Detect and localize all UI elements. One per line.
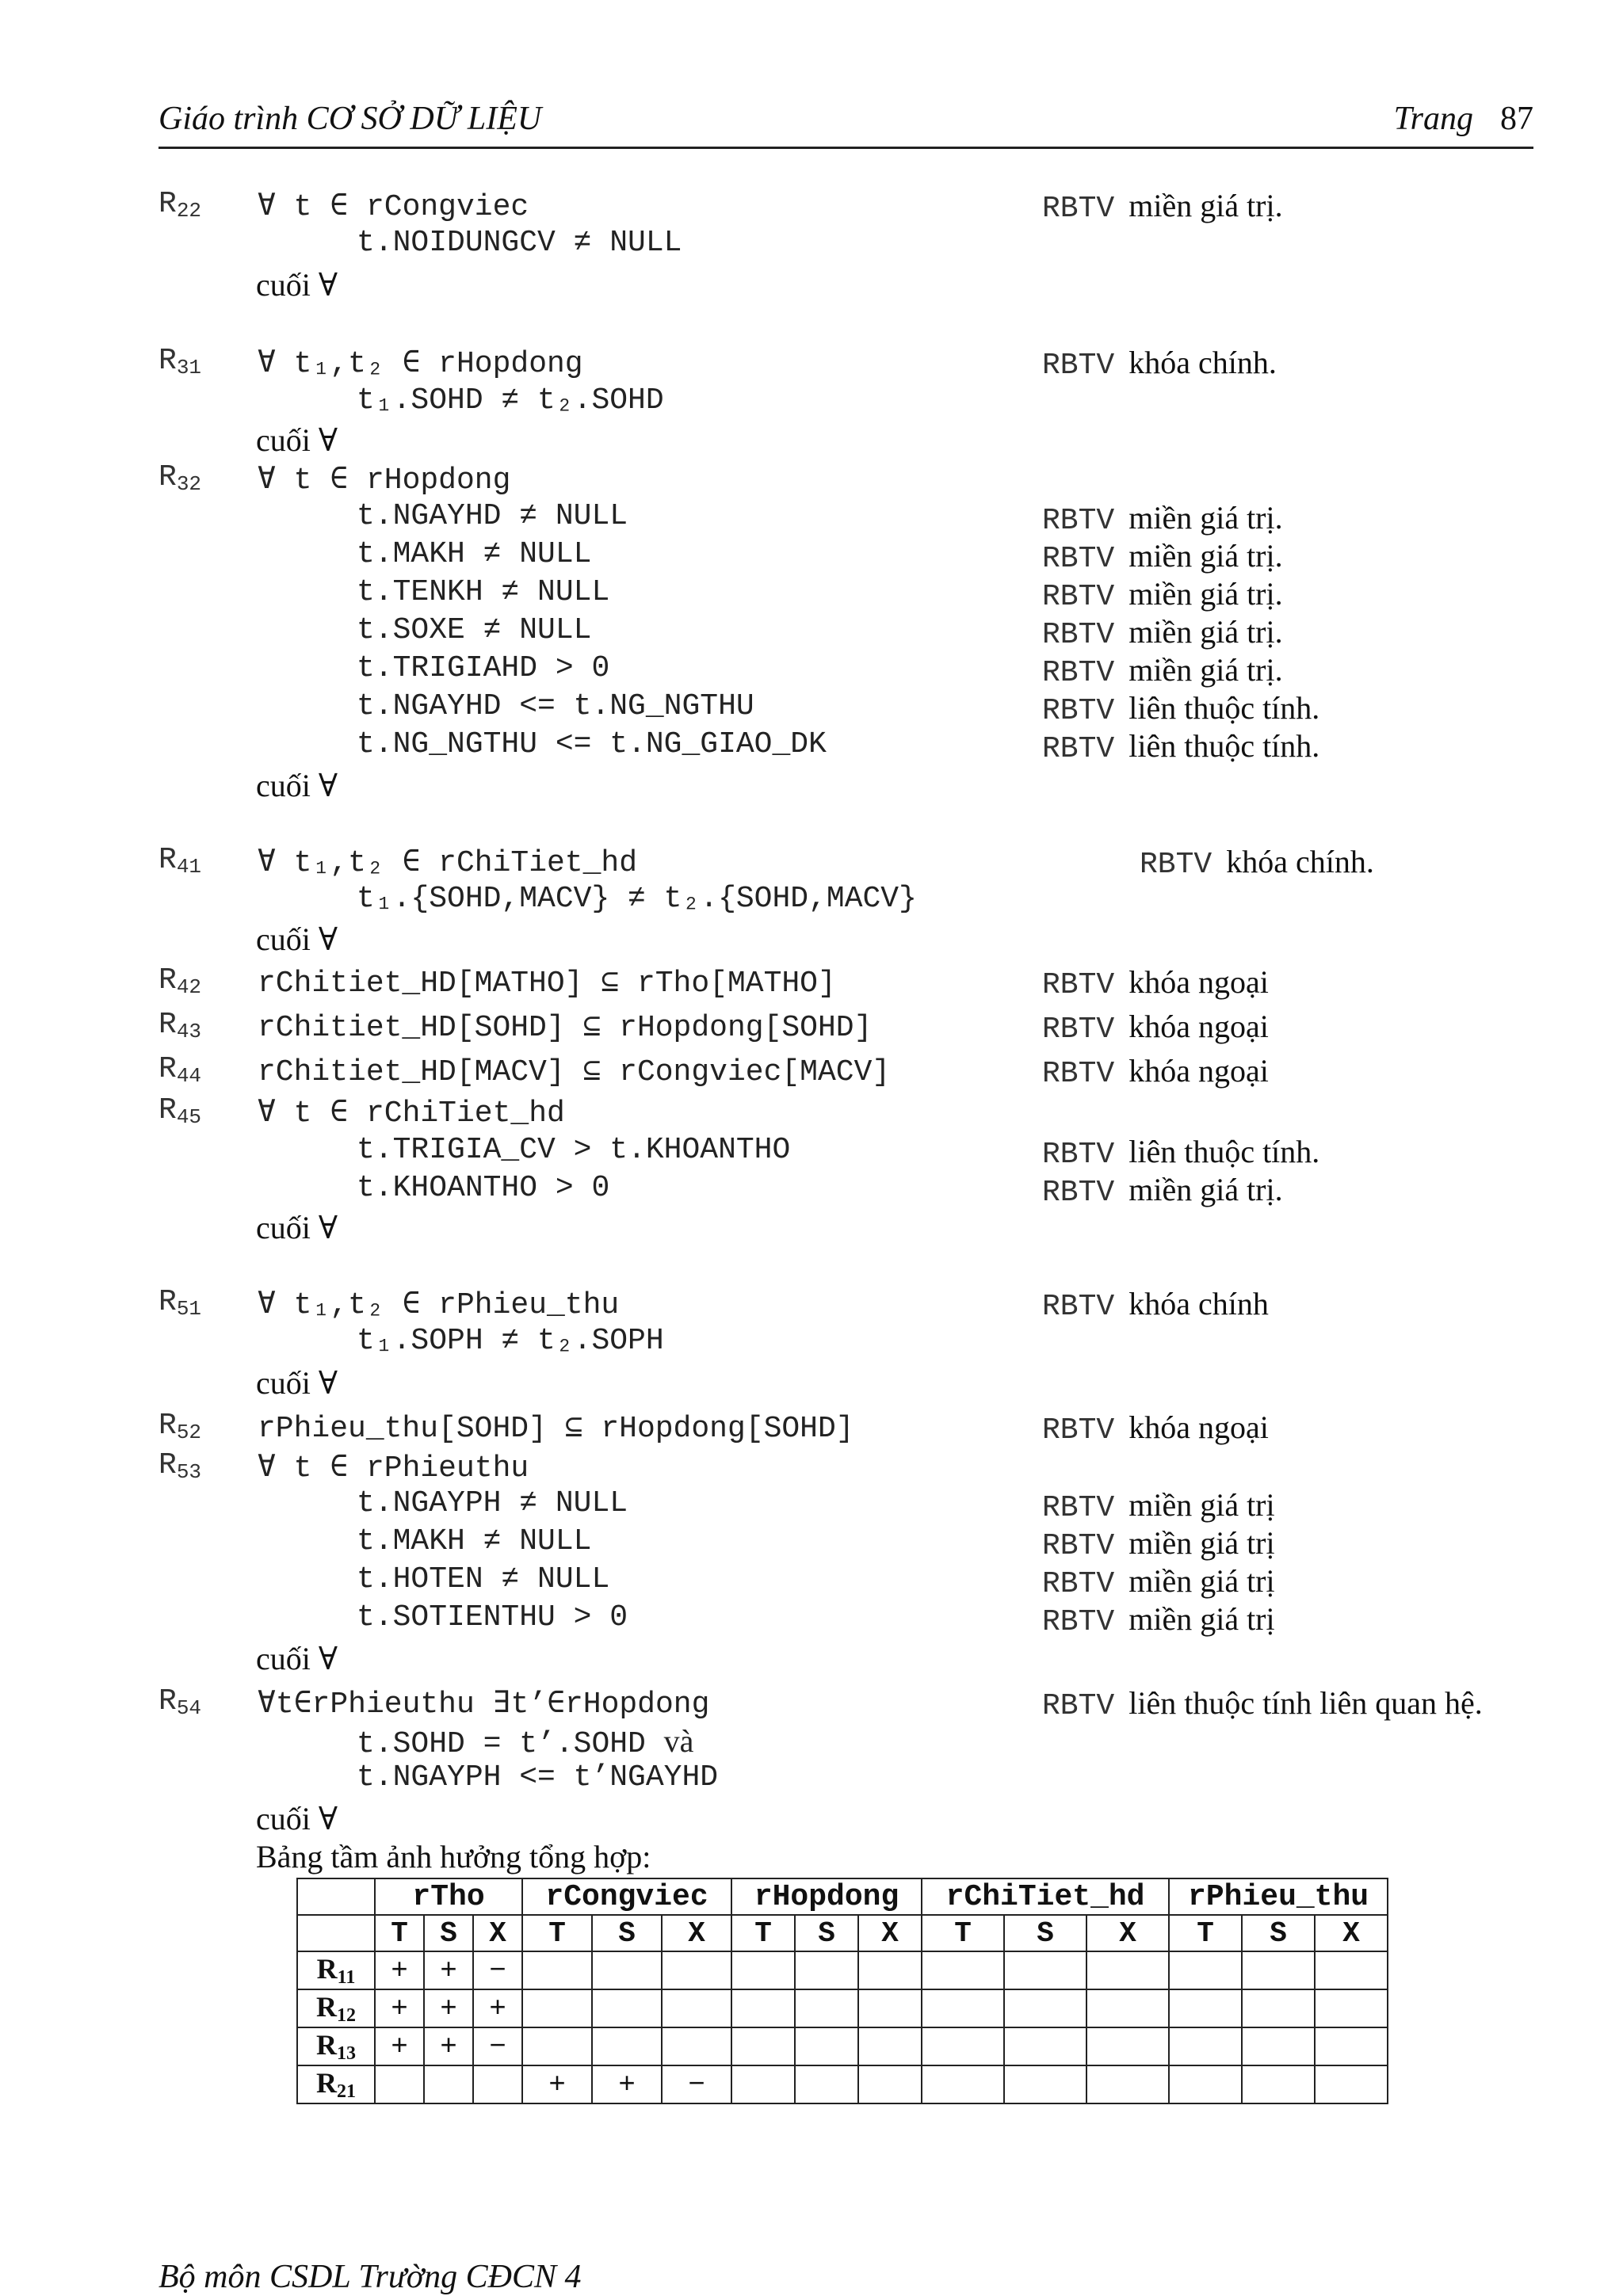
- table-cell: [592, 1951, 662, 1989]
- table-cell: [858, 2027, 922, 2065]
- sub-header: X: [473, 1915, 522, 1951]
- table-cell: [1004, 2065, 1086, 2103]
- table-cell: [922, 2027, 1004, 2065]
- table-cell: [1004, 2027, 1086, 2065]
- table-cell: [858, 2065, 922, 2103]
- table-cell: [375, 2065, 424, 2103]
- rule-condition: t.NGAYPH <= t’NGAYHD: [357, 1760, 719, 1794]
- rule-note: RBTV khóa chính.: [1042, 345, 1277, 383]
- rule-end: cuối ∀: [256, 267, 338, 303]
- sub-header: X: [858, 1915, 922, 1951]
- table-cell: [731, 1989, 795, 2027]
- table-cell: [1004, 1951, 1086, 1989]
- rule-condition: t₁.SOHD ≠ t₂.SOHD: [357, 383, 664, 418]
- table-cell: [1169, 2065, 1242, 2103]
- rule-note: RBTV miền giá trị: [1042, 1525, 1275, 1563]
- rule-quantifier: ∀t∈rPhieuthu ∃t’∈rHopdong: [258, 1688, 710, 1722]
- table-cell: −: [473, 1951, 522, 1989]
- table-cell: [731, 2027, 795, 2065]
- table-cell: [922, 2065, 1004, 2103]
- sub-header: X: [662, 1915, 731, 1951]
- rule-label: $R_{45}$: [158, 1093, 202, 1129]
- table-cell: [522, 1989, 592, 2027]
- rule-inclusion: rChitiet_HD[SOHD] ⊆ rHopdong[SOHD]: [258, 1011, 873, 1045]
- table-cell: [1242, 2027, 1315, 2065]
- group-header: rPhieu_thu: [1169, 1878, 1388, 1915]
- table-cell: [795, 1989, 858, 2027]
- rule-label: $R_{54}$: [158, 1684, 202, 1720]
- table-cell: [731, 2065, 795, 2103]
- table-cell: [858, 1989, 922, 2027]
- rule-note: RBTV liên thuộc tính.: [1042, 1134, 1320, 1172]
- sub-header: S: [424, 1915, 473, 1951]
- rule-label: $R_{31}$: [158, 344, 202, 379]
- rule-note: RBTV khóa ngoại: [1042, 1409, 1269, 1447]
- table-cell: −: [473, 2027, 522, 2065]
- sub-header: T: [522, 1915, 592, 1951]
- rule-end: cuối ∀: [256, 1210, 338, 1245]
- table-cell: [795, 1951, 858, 1989]
- sub-header: T: [375, 1915, 424, 1951]
- table-cell: +: [424, 2027, 473, 2065]
- rule-label: $R_{22}$: [158, 187, 202, 223]
- rule-quantifier: ∀ t₁,t₂ ∈ rChiTiet_hd: [258, 846, 638, 880]
- rule-condition: t.HOTEN ≠ NULL: [357, 1562, 610, 1596]
- running-header-page: [1394, 100, 1533, 138]
- rule-note: RBTV liên thuộc tính.: [1042, 690, 1320, 728]
- rule-condition: t₁.{SOHD,MACV} ≠ t₂.{SOHD,MACV}: [357, 882, 917, 916]
- table-cell: [1242, 1951, 1315, 1989]
- row-label: $R_{11}$: [297, 1951, 375, 1989]
- sub-header: S: [592, 1915, 662, 1951]
- table-title: Bảng tầm ảnh hưởng tổng hợp:: [256, 1839, 651, 1875]
- rule-inclusion: rChitiet_HD[MACV] ⊆ rCongviec[MACV]: [258, 1055, 891, 1089]
- running-header-title: Giáo trình CƠ SỞ DỮ LIỆU: [158, 101, 542, 137]
- table-cell: [1315, 2027, 1388, 2065]
- table-cell: +: [473, 1989, 522, 2027]
- rule-note: RBTV miền giá trị: [1042, 1563, 1275, 1601]
- sub-header: T: [922, 1915, 1004, 1951]
- table-cell: [858, 1951, 922, 1989]
- rule-quantifier: ∀ t ∈ rCongviec: [258, 190, 529, 224]
- table-cell: [1242, 1989, 1315, 2027]
- rule-note: RBTV miền giá trị.: [1042, 500, 1283, 538]
- table-cell: [522, 2027, 592, 2065]
- table-cell: [522, 1951, 592, 1989]
- rule-end: cuối ∀: [256, 921, 338, 957]
- table-cell: [1315, 1989, 1388, 2027]
- table-cell: [1315, 1951, 1388, 1989]
- rule-condition: t.MAKH ≠ NULL: [357, 1524, 592, 1558]
- table-cell: +: [592, 2065, 662, 2103]
- rule-condition: t.NGAYHD ≠ NULL: [357, 499, 628, 533]
- rule-end: cuối ∀: [256, 768, 338, 803]
- rule-note: RBTV miền giá trị.: [1042, 576, 1283, 614]
- rule-end: cuối ∀: [256, 1801, 338, 1836]
- table-cell: [1004, 1989, 1086, 2027]
- rule-end: cuối ∀: [256, 1365, 338, 1401]
- rule-label: $R_{53}$: [158, 1448, 202, 1484]
- rule-condition: t.SOXE ≠ NULL: [357, 613, 592, 647]
- group-header: rHopdong: [731, 1878, 922, 1915]
- table-cell: [795, 2065, 858, 2103]
- rule-condition: t₁.SOPH ≠ t₂.SOPH: [357, 1324, 664, 1358]
- rule-label: $R_{51}$: [158, 1285, 202, 1321]
- rule-note: RBTV miền giá trị.: [1042, 1172, 1283, 1210]
- sub-header: T: [1169, 1915, 1242, 1951]
- rule-condition: t.TRIGIA_CV > t.KHOANTHO: [357, 1133, 791, 1167]
- rule-condition: t.TRIGIAHD > 0: [357, 651, 610, 685]
- rule-note: RBTV miền giá trị: [1042, 1487, 1275, 1525]
- rule-label: $R_{52}$: [158, 1409, 202, 1444]
- table-cell: [1169, 1989, 1242, 2027]
- table-cell: [1086, 2027, 1169, 2065]
- table-cell: [1086, 1951, 1169, 1989]
- table-row: [297, 2027, 1388, 2065]
- rule-condition: t.KHOANTHO > 0: [357, 1171, 610, 1205]
- table-cell: [922, 1951, 1004, 1989]
- sub-header: X: [1315, 1915, 1388, 1951]
- table-cell: +: [375, 1989, 424, 2027]
- table-cell: [592, 2027, 662, 2065]
- rule-end: cuối ∀: [256, 422, 338, 458]
- row-label: $R_{12}$: [297, 1989, 375, 2027]
- rule-condition: t.NG_NGTHU <= t.NG_GIAO_DK: [357, 727, 827, 761]
- rule-note: RBTV liên thuộc tính liên quan hệ.: [1042, 1685, 1483, 1723]
- table-row: [297, 1989, 1388, 2027]
- sub-header: S: [795, 1915, 858, 1951]
- sub-header: T: [731, 1915, 795, 1951]
- table-cell: [662, 1951, 731, 1989]
- rule-note: RBTV khóa ngoại: [1042, 1009, 1269, 1047]
- page-label: Trang: [1393, 101, 1473, 137]
- table-cell: [1315, 2065, 1388, 2103]
- table-cell: [795, 2027, 858, 2065]
- row-label: $R_{13}$: [297, 2027, 375, 2065]
- rule-note: RBTV miền giá trị.: [1042, 614, 1283, 652]
- rule-label: $R_{42}$: [158, 963, 202, 999]
- table-cell: [662, 1989, 731, 2027]
- corner-cell: [297, 1878, 375, 1915]
- header-rule: [158, 147, 1533, 149]
- sub-header: X: [1086, 1915, 1169, 1951]
- table-cell: +: [424, 1951, 473, 1989]
- table-cell: +: [375, 1951, 424, 1989]
- table-row: [297, 1951, 1388, 1989]
- table-cell: [731, 1951, 795, 1989]
- running-footer: Bộ môn CSDL Trường CĐCN 4: [158, 2259, 582, 2295]
- rule-condition: t.TENKH ≠ NULL: [357, 575, 610, 609]
- table-row: [297, 2065, 1388, 2103]
- rule-label: $R_{44}$: [158, 1052, 202, 1088]
- table-sub-header: [297, 1915, 1388, 1951]
- rule-quantifier: ∀ t ∈ rChiTiet_hd: [258, 1097, 565, 1131]
- rule-label: $R_{41}$: [158, 843, 202, 879]
- rule-note: RBTV miền giá trị.: [1042, 538, 1283, 576]
- rule-condition: t.SOTIENTHU > 0: [357, 1600, 628, 1634]
- table-cell: [922, 1989, 1004, 2027]
- rule-inclusion: rChitiet_HD[MATHO] ⊆ rTho[MATHO]: [258, 967, 836, 1001]
- rule-note: RBTV khóa chính: [1042, 1286, 1269, 1324]
- rule-inclusion: rPhieu_thu[SOHD] ⊆ rHopdong[SOHD]: [258, 1412, 854, 1446]
- group-header: rChiTiet_hd: [922, 1878, 1169, 1915]
- rule-condition: t.MAKH ≠ NULL: [357, 537, 592, 571]
- group-header: rTho: [375, 1878, 522, 1915]
- rule-label: $R_{32}$: [158, 460, 202, 496]
- rule-note: RBTV khóa ngoại: [1042, 1053, 1269, 1091]
- table-cell: [662, 2027, 731, 2065]
- rule-note: RBTV miền giá trị: [1042, 1601, 1275, 1639]
- influence-table: [296, 1878, 1388, 2104]
- rule-note: RBTV liên thuộc tính.: [1042, 728, 1320, 766]
- corner-cell: [297, 1915, 375, 1951]
- rule-condition: t.NOIDUNGCV ≠ NULL: [357, 226, 682, 260]
- table-cell: +: [522, 2065, 592, 2103]
- table-cell: [1169, 2027, 1242, 2065]
- table-cell: [424, 2065, 473, 2103]
- table-cell: −: [662, 2065, 731, 2103]
- rule-quantifier: ∀ t ∈ rHopdong: [258, 463, 511, 498]
- rule-note: RBTV khóa ngoại: [1042, 964, 1269, 1002]
- table-cell: +: [375, 2027, 424, 2065]
- table-cell: [1086, 1989, 1169, 2027]
- table-cell: +: [424, 1989, 473, 2027]
- rule-quantifier: ∀ t ∈ rPhieuthu: [258, 1451, 529, 1486]
- row-label: $R_{21}$: [297, 2065, 375, 2103]
- page-number: 87: [1500, 101, 1533, 137]
- sub-header: S: [1004, 1915, 1086, 1951]
- rule-note: RBTV miền giá trị.: [1042, 652, 1283, 690]
- rule-condition: t.SOHD = t’.SOHD và: [357, 1723, 694, 1761]
- table-cell: [473, 2065, 522, 2103]
- group-header: rCongviec: [522, 1878, 731, 1915]
- table-group-header: [297, 1878, 1388, 1915]
- rule-quantifier: ∀ t₁,t₂ ∈ rPhieu_thu: [258, 1288, 620, 1322]
- rule-note: RBTV miền giá trị.: [1042, 188, 1283, 226]
- table-cell: [1242, 2065, 1315, 2103]
- rule-label: $R_{43}$: [158, 1008, 202, 1043]
- rule-end: cuối ∀: [256, 1641, 338, 1676]
- rule-condition: t.NGAYPH ≠ NULL: [357, 1486, 628, 1520]
- table-cell: [592, 1989, 662, 2027]
- table-cell: [1169, 1951, 1242, 1989]
- rule-condition: t.NGAYHD <= t.NG_NGTHU: [357, 689, 754, 723]
- sub-header: S: [1242, 1915, 1315, 1951]
- rule-quantifier: ∀ t₁,t₂ ∈ rHopdong: [258, 347, 583, 381]
- rule-note: RBTV khóa chính.: [1140, 844, 1374, 882]
- table-cell: [1086, 2065, 1169, 2103]
